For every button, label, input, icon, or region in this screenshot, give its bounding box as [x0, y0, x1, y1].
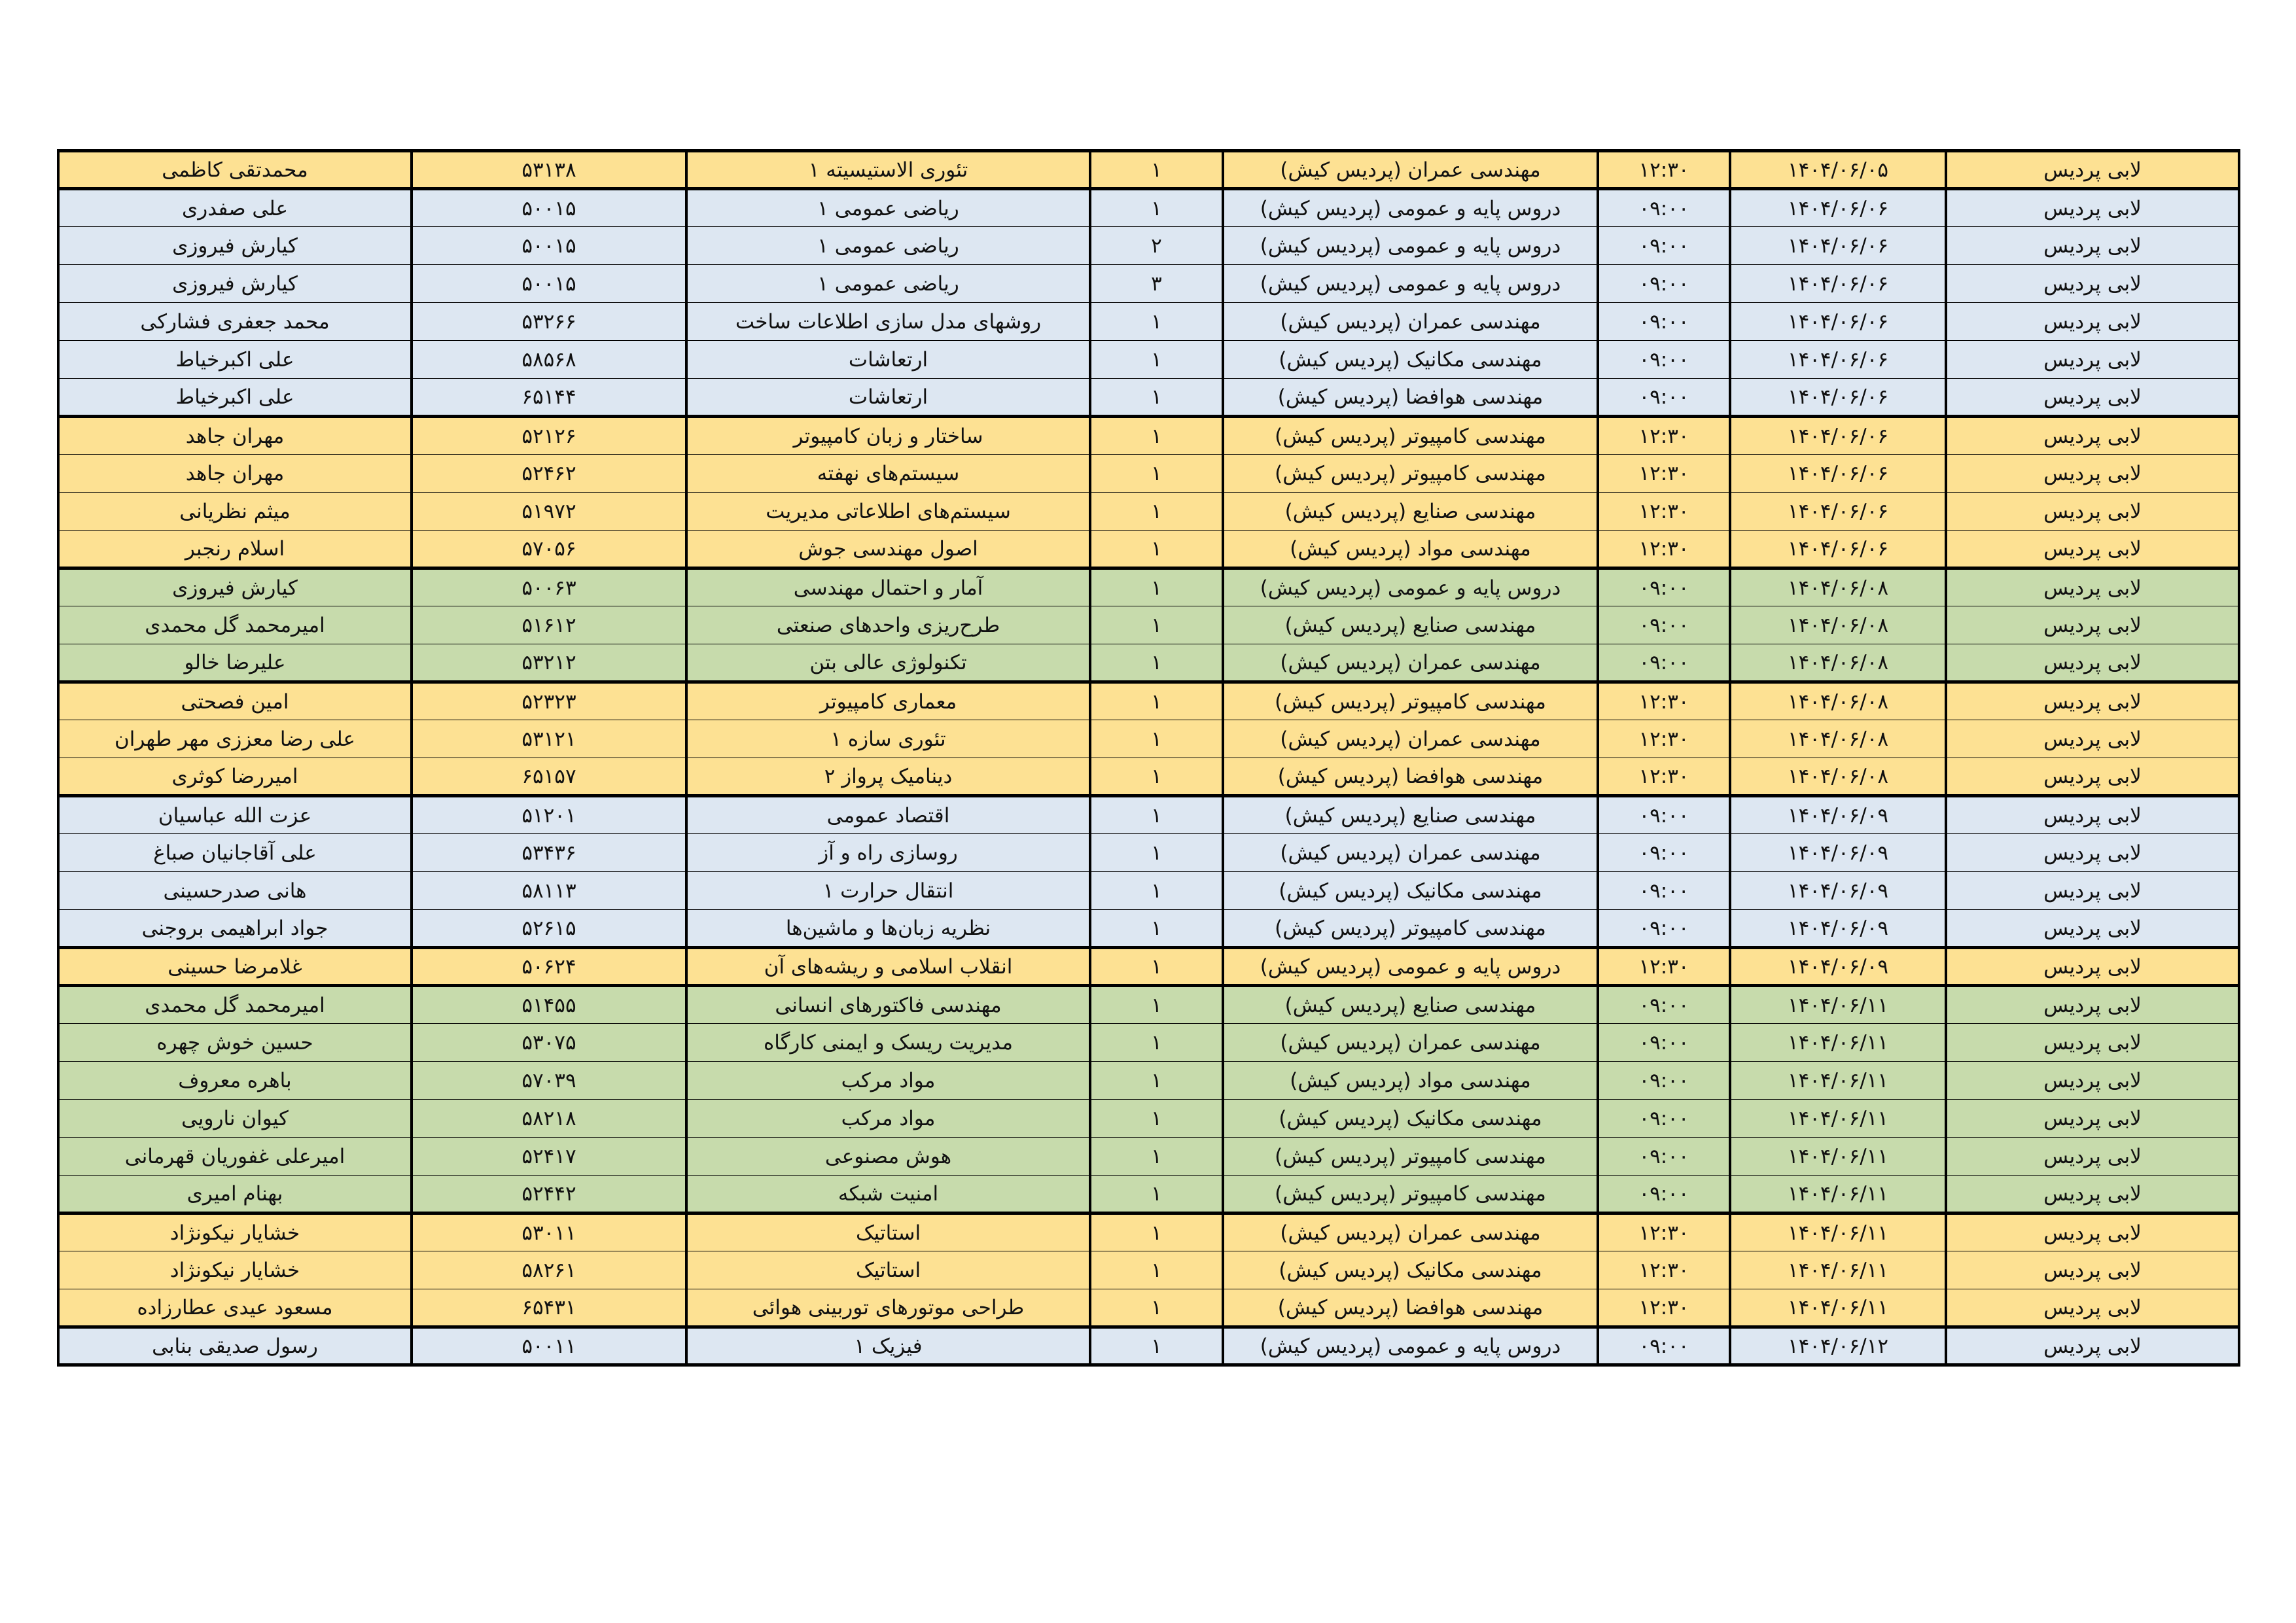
- course-code-cell: ۵۷۰۳۹: [412, 1062, 686, 1100]
- exam-date-cell: ۱۴۰۴/۰۶/۰۸: [1730, 682, 1946, 720]
- department-cell: مهندسی کامپیوتر (پردیس کیش): [1223, 910, 1598, 948]
- department-cell: مهندسی هوافضا (پردیس کیش): [1223, 1289, 1598, 1327]
- professor-cell: اسلام رنجبر: [58, 531, 412, 568]
- exam-date-cell: ۱۴۰۴/۰۶/۱۱: [1730, 1213, 1946, 1251]
- location-cell: لابی پردیس: [1946, 1289, 2239, 1327]
- table-row: [58, 834, 2239, 872]
- exam-date-cell: ۱۴۰۴/۰۶/۱۱: [1730, 1062, 1946, 1100]
- table-row: [58, 379, 2239, 417]
- exam-time-cell: ۰۹:۰۰: [1598, 872, 1730, 910]
- course-title-cell: تکنولوژی عالی بتن: [686, 644, 1090, 682]
- section-cell: ۱: [1090, 303, 1223, 341]
- course-code-cell: ۵۸۲۶۱: [412, 1251, 686, 1289]
- exam-time-cell: ۱۲:۳۰: [1598, 151, 1730, 189]
- course-code-cell: ۵۸۱۱۳: [412, 872, 686, 910]
- exam-date-cell: ۱۴۰۴/۰۶/۰۵: [1730, 151, 1946, 189]
- location-cell: لابی پردیس: [1946, 1062, 2239, 1100]
- table-row: [58, 189, 2239, 227]
- course-code-cell: ۵۲۴۴۲: [412, 1176, 686, 1213]
- course-code-cell: ۵۲۳۲۳: [412, 682, 686, 720]
- table-row: [58, 1100, 2239, 1138]
- course-title-cell: ساختار و زبان کامپیوتر: [686, 417, 1090, 455]
- exam-date-cell: ۱۴۰۴/۰۶/۱۱: [1730, 1024, 1946, 1062]
- table-row: [58, 151, 2239, 189]
- exam-date-cell: ۱۴۰۴/۰۶/۰۶: [1730, 455, 1946, 493]
- section-cell: ۳: [1090, 265, 1223, 303]
- section-cell: ۱: [1090, 568, 1223, 606]
- department-cell: مهندسی صنایع (پردیس کیش): [1223, 493, 1598, 531]
- table-row: [58, 948, 2239, 986]
- course-code-cell: ۵۰۰۱۵: [412, 265, 686, 303]
- location-cell: لابی پردیس: [1946, 1176, 2239, 1213]
- professor-cell: امیرمحمد گل محمدی: [58, 986, 412, 1024]
- exam-date-cell: ۱۴۰۴/۰۶/۰۶: [1730, 379, 1946, 417]
- course-title-cell: نظریه زبان‌ها و ماشین‌ها: [686, 910, 1090, 948]
- course-title-cell: طراحی موتورهای توربینی هوائی: [686, 1289, 1090, 1327]
- table-row: [58, 1138, 2239, 1176]
- professor-cell: غلامرضا حسینی: [58, 948, 412, 986]
- department-cell: مهندسی کامپیوتر (پردیس کیش): [1223, 1176, 1598, 1213]
- section-cell: ۱: [1090, 417, 1223, 455]
- course-code-cell: ۵۰۶۲۴: [412, 948, 686, 986]
- exam-time-cell: ۰۹:۰۰: [1598, 189, 1730, 227]
- department-cell: مهندسی کامپیوتر (پردیس کیش): [1223, 1138, 1598, 1176]
- exam-time-cell: ۱۲:۳۰: [1598, 1213, 1730, 1251]
- table-row: [58, 1062, 2239, 1100]
- course-title-cell: تئوری الاستیسیته ۱: [686, 151, 1090, 189]
- professor-cell: جواد ابراهیمی بروجنی: [58, 910, 412, 948]
- professor-cell: بهنام امیری: [58, 1176, 412, 1213]
- professor-cell: رسول صدیقی بنابی: [58, 1327, 412, 1365]
- course-title-cell: سیستم‌های اطلاعاتی مدیریت: [686, 493, 1090, 531]
- location-cell: لابی پردیس: [1946, 796, 2239, 834]
- exam-date-cell: ۱۴۰۴/۰۶/۰۶: [1730, 303, 1946, 341]
- table-row: [58, 796, 2239, 834]
- table-row: [58, 493, 2239, 531]
- professor-cell: میثم نظریانی: [58, 493, 412, 531]
- section-cell: ۱: [1090, 720, 1223, 758]
- course-title-cell: انتقال حرارت ۱: [686, 872, 1090, 910]
- professor-cell: مهران جاهد: [58, 455, 412, 493]
- professor-cell: محمد جعفری فشارکی: [58, 303, 412, 341]
- department-cell: دروس پایه و عمومی (پردیس کیش): [1223, 948, 1598, 986]
- department-cell: دروس پایه و عمومی (پردیس کیش): [1223, 265, 1598, 303]
- professor-cell: مهران جاهد: [58, 417, 412, 455]
- exam-date-cell: ۱۴۰۴/۰۶/۰۹: [1730, 872, 1946, 910]
- location-cell: لابی پردیس: [1946, 1138, 2239, 1176]
- exam-time-cell: ۱۲:۳۰: [1598, 720, 1730, 758]
- course-code-cell: ۵۲۶۱۵: [412, 910, 686, 948]
- exam-schedule-body: [58, 151, 2239, 1365]
- exam-date-cell: ۱۴۰۴/۰۶/۱۱: [1730, 1251, 1946, 1289]
- course-code-cell: ۵۳۱۲۱: [412, 720, 686, 758]
- exam-date-cell: ۱۴۰۴/۰۶/۰۸: [1730, 758, 1946, 796]
- course-title-cell: ارتعاشات: [686, 379, 1090, 417]
- department-cell: مهندسی هوافضا (پردیس کیش): [1223, 379, 1598, 417]
- department-cell: مهندسی عمران (پردیس کیش): [1223, 303, 1598, 341]
- exam-time-cell: ۰۹:۰۰: [1598, 834, 1730, 872]
- course-code-cell: ۵۳۰۷۵: [412, 1024, 686, 1062]
- course-code-cell: ۵۷۰۵۶: [412, 531, 686, 568]
- course-title-cell: ارتعاشات: [686, 341, 1090, 379]
- course-title-cell: مواد مرکب: [686, 1062, 1090, 1100]
- course-title-cell: انقلاب اسلامی و ریشه‌های آن: [686, 948, 1090, 986]
- section-cell: ۱: [1090, 341, 1223, 379]
- section-cell: ۱: [1090, 1289, 1223, 1327]
- course-code-cell: ۶۵۱۵۷: [412, 758, 686, 796]
- location-cell: لابی پردیس: [1946, 834, 2239, 872]
- course-code-cell: ۶۵۱۴۴: [412, 379, 686, 417]
- exam-date-cell: ۱۴۰۴/۰۶/۰۸: [1730, 568, 1946, 606]
- exam-date-cell: ۱۴۰۴/۰۶/۱۱: [1730, 1289, 1946, 1327]
- course-code-cell: ۵۰۰۱۵: [412, 227, 686, 265]
- table-row: [58, 1176, 2239, 1213]
- table-row: [58, 265, 2239, 303]
- course-code-cell: ۵۳۲۶۶: [412, 303, 686, 341]
- table-row: [58, 644, 2239, 682]
- section-cell: ۱: [1090, 910, 1223, 948]
- location-cell: لابی پردیس: [1946, 493, 2239, 531]
- course-title-cell: آمار و احتمال مهندسی: [686, 568, 1090, 606]
- professor-cell: کیارش فیروزی: [58, 265, 412, 303]
- section-cell: ۱: [1090, 948, 1223, 986]
- table-row: [58, 606, 2239, 644]
- section-cell: ۱: [1090, 455, 1223, 493]
- section-cell: ۱: [1090, 379, 1223, 417]
- location-cell: لابی پردیس: [1946, 189, 2239, 227]
- exam-date-cell: ۱۴۰۴/۰۶/۰۶: [1730, 341, 1946, 379]
- section-cell: ۱: [1090, 1251, 1223, 1289]
- exam-date-cell: ۱۴۰۴/۰۶/۰۶: [1730, 189, 1946, 227]
- department-cell: دروس پایه و عمومی (پردیس کیش): [1223, 227, 1598, 265]
- section-cell: ۱: [1090, 1327, 1223, 1365]
- department-cell: مهندسی مکانیک (پردیس کیش): [1223, 872, 1598, 910]
- exam-date-cell: ۱۴۰۴/۰۶/۱۱: [1730, 1138, 1946, 1176]
- course-title-cell: ریاضی عمومی ۱: [686, 189, 1090, 227]
- location-cell: لابی پردیس: [1946, 758, 2239, 796]
- professor-cell: علی اکبرخیاط: [58, 341, 412, 379]
- exam-date-cell: ۱۴۰۴/۰۶/۰۸: [1730, 644, 1946, 682]
- section-cell: ۱: [1090, 986, 1223, 1024]
- course-code-cell: ۵۱۹۷۲: [412, 493, 686, 531]
- professor-cell: علیرضا خالو: [58, 644, 412, 682]
- professor-cell: خشایار نیکونژاد: [58, 1251, 412, 1289]
- section-cell: ۱: [1090, 493, 1223, 531]
- section-cell: ۱: [1090, 151, 1223, 189]
- location-cell: لابی پردیس: [1946, 1213, 2239, 1251]
- department-cell: مهندسی مکانیک (پردیس کیش): [1223, 1100, 1598, 1138]
- course-title-cell: معماری کامپیوتر: [686, 682, 1090, 720]
- professor-cell: محمدتقی کاظمی: [58, 151, 412, 189]
- course-title-cell: مواد مرکب: [686, 1100, 1090, 1138]
- table-row: [58, 531, 2239, 568]
- exam-time-cell: ۱۲:۳۰: [1598, 455, 1730, 493]
- exam-time-cell: ۰۹:۰۰: [1598, 227, 1730, 265]
- course-code-cell: ۵۳۴۳۶: [412, 834, 686, 872]
- location-cell: لابی پردیس: [1946, 1100, 2239, 1138]
- table-row: [58, 417, 2239, 455]
- department-cell: مهندسی صنایع (پردیس کیش): [1223, 796, 1598, 834]
- course-code-cell: ۵۰۰۱۱: [412, 1327, 686, 1365]
- exam-date-cell: ۱۴۰۴/۰۶/۰۹: [1730, 834, 1946, 872]
- exam-time-cell: ۱۲:۳۰: [1598, 1251, 1730, 1289]
- table-row: [58, 682, 2239, 720]
- course-title-cell: امنیت شبکه: [686, 1176, 1090, 1213]
- table-row: [58, 455, 2239, 493]
- location-cell: لابی پردیس: [1946, 1327, 2239, 1365]
- location-cell: لابی پردیس: [1946, 1251, 2239, 1289]
- course-code-cell: ۵۱۴۵۵: [412, 986, 686, 1024]
- professor-cell: باهره معروف: [58, 1062, 412, 1100]
- exam-time-cell: ۰۹:۰۰: [1598, 644, 1730, 682]
- table-row: [58, 1024, 2239, 1062]
- course-title-cell: فیزیک ۱: [686, 1327, 1090, 1365]
- course-title-cell: اصول مهندسی جوش: [686, 531, 1090, 568]
- table-row: [58, 872, 2239, 910]
- exam-time-cell: ۱۲:۳۰: [1598, 531, 1730, 568]
- professor-cell: مسعود عیدی عطارزاده: [58, 1289, 412, 1327]
- course-title-cell: روشهای مدل سازی اطلاعات ساخت: [686, 303, 1090, 341]
- exam-date-cell: ۱۴۰۴/۰۶/۰۶: [1730, 531, 1946, 568]
- professor-cell: علی صفدری: [58, 189, 412, 227]
- course-title-cell: طرح‌ریزی واحدهای صنعتی: [686, 606, 1090, 644]
- professor-cell: امیررضا کوثری: [58, 758, 412, 796]
- course-code-cell: ۵۲۱۲۶: [412, 417, 686, 455]
- exam-date-cell: ۱۴۰۴/۰۶/۱۱: [1730, 1100, 1946, 1138]
- course-title-cell: استاتیک: [686, 1251, 1090, 1289]
- exam-date-cell: ۱۴۰۴/۰۶/۰۸: [1730, 606, 1946, 644]
- table-row: [58, 720, 2239, 758]
- location-cell: لابی پردیس: [1946, 303, 2239, 341]
- course-code-cell: ۵۳۰۱۱: [412, 1213, 686, 1251]
- course-title-cell: مهندسی فاکتورهای انسانی: [686, 986, 1090, 1024]
- professor-cell: امیرعلی غفوریان قهرمانی: [58, 1138, 412, 1176]
- course-title-cell: دینامیک پرواز ۲: [686, 758, 1090, 796]
- exam-date-cell: ۱۴۰۴/۰۶/۰۹: [1730, 796, 1946, 834]
- course-title-cell: مدیریت ریسک و ایمنی کارگاه: [686, 1024, 1090, 1062]
- department-cell: مهندسی کامپیوتر (پردیس کیش): [1223, 455, 1598, 493]
- department-cell: مهندسی مواد (پردیس کیش): [1223, 531, 1598, 568]
- exam-time-cell: ۰۹:۰۰: [1598, 1176, 1730, 1213]
- table-row: [58, 1289, 2239, 1327]
- professor-cell: کیارش فیروزی: [58, 227, 412, 265]
- location-cell: لابی پردیس: [1946, 227, 2239, 265]
- course-code-cell: ۵۲۴۱۷: [412, 1138, 686, 1176]
- table-row: [58, 1251, 2239, 1289]
- course-title-cell: سیستم‌های نهفته: [686, 455, 1090, 493]
- department-cell: دروس پایه و عمومی (پردیس کیش): [1223, 568, 1598, 606]
- exam-date-cell: ۱۴۰۴/۰۶/۰۸: [1730, 720, 1946, 758]
- professor-cell: خشایار نیکونژاد: [58, 1213, 412, 1251]
- course-title-cell: ریاضی عمومی ۱: [686, 265, 1090, 303]
- location-cell: لابی پردیس: [1946, 1024, 2239, 1062]
- exam-time-cell: ۱۲:۳۰: [1598, 948, 1730, 986]
- course-code-cell: ۵۸۲۱۸: [412, 1100, 686, 1138]
- professor-cell: امین فصحتی: [58, 682, 412, 720]
- table-row: [58, 758, 2239, 796]
- exam-time-cell: ۰۹:۰۰: [1598, 1138, 1730, 1176]
- section-cell: ۱: [1090, 1213, 1223, 1251]
- exam-time-cell: ۰۹:۰۰: [1598, 1062, 1730, 1100]
- exam-time-cell: ۱۲:۳۰: [1598, 1289, 1730, 1327]
- course-title-cell: روسازی راه و آز: [686, 834, 1090, 872]
- course-title-cell: تئوری سازه ۱: [686, 720, 1090, 758]
- exam-time-cell: ۱۲:۳۰: [1598, 493, 1730, 531]
- course-code-cell: ۵۳۲۱۲: [412, 644, 686, 682]
- course-title-cell: استاتیک: [686, 1213, 1090, 1251]
- table-row: [58, 986, 2239, 1024]
- location-cell: لابی پردیس: [1946, 151, 2239, 189]
- exam-time-cell: ۰۹:۰۰: [1598, 568, 1730, 606]
- exam-date-cell: ۱۴۰۴/۰۶/۰۹: [1730, 910, 1946, 948]
- department-cell: مهندسی کامپیوتر (پردیس کیش): [1223, 682, 1598, 720]
- department-cell: مهندسی عمران (پردیس کیش): [1223, 1213, 1598, 1251]
- exam-date-cell: ۱۴۰۴/۰۶/۰۶: [1730, 227, 1946, 265]
- department-cell: مهندسی عمران (پردیس کیش): [1223, 720, 1598, 758]
- course-title-cell: هوش مصنوعی: [686, 1138, 1090, 1176]
- professor-cell: علی اکبرخیاط: [58, 379, 412, 417]
- section-cell: ۱: [1090, 682, 1223, 720]
- table-row: [58, 227, 2239, 265]
- exam-date-cell: ۱۴۰۴/۰۶/۰۹: [1730, 948, 1946, 986]
- location-cell: لابی پردیس: [1946, 872, 2239, 910]
- section-cell: ۱: [1090, 834, 1223, 872]
- professor-cell: حسین خوش چهره: [58, 1024, 412, 1062]
- section-cell: ۱: [1090, 644, 1223, 682]
- location-cell: لابی پردیس: [1946, 568, 2239, 606]
- department-cell: مهندسی عمران (پردیس کیش): [1223, 834, 1598, 872]
- location-cell: لابی پردیس: [1946, 455, 2239, 493]
- exam-schedule-table: [57, 149, 2240, 1367]
- course-title-cell: ریاضی عمومی ۱: [686, 227, 1090, 265]
- course-code-cell: ۵۲۴۶۲: [412, 455, 686, 493]
- location-cell: لابی پردیس: [1946, 986, 2239, 1024]
- exam-time-cell: ۰۹:۰۰: [1598, 379, 1730, 417]
- exam-date-cell: ۱۴۰۴/۰۶/۱۱: [1730, 1176, 1946, 1213]
- section-cell: ۱: [1090, 189, 1223, 227]
- exam-date-cell: ۱۴۰۴/۰۶/۰۶: [1730, 417, 1946, 455]
- course-code-cell: ۶۵۴۳۱: [412, 1289, 686, 1327]
- professor-cell: کیوان نارویی: [58, 1100, 412, 1138]
- exam-time-cell: ۱۲:۳۰: [1598, 682, 1730, 720]
- location-cell: لابی پردیس: [1946, 644, 2239, 682]
- location-cell: لابی پردیس: [1946, 948, 2239, 986]
- section-cell: ۱: [1090, 1176, 1223, 1213]
- department-cell: دروس پایه و عمومی (پردیس کیش): [1223, 189, 1598, 227]
- exam-time-cell: ۰۹:۰۰: [1598, 265, 1730, 303]
- section-cell: ۱: [1090, 796, 1223, 834]
- professor-cell: علی آقاجانیان صباغ: [58, 834, 412, 872]
- professor-cell: عزت الله عباسیان: [58, 796, 412, 834]
- section-cell: ۱: [1090, 606, 1223, 644]
- course-code-cell: ۵۰۰۶۳: [412, 568, 686, 606]
- location-cell: لابی پردیس: [1946, 379, 2239, 417]
- course-code-cell: ۵۰۰۱۵: [412, 189, 686, 227]
- location-cell: لابی پردیس: [1946, 417, 2239, 455]
- department-cell: مهندسی مکانیک (پردیس کیش): [1223, 341, 1598, 379]
- section-cell: ۱: [1090, 758, 1223, 796]
- location-cell: لابی پردیس: [1946, 531, 2239, 568]
- exam-time-cell: ۰۹:۰۰: [1598, 341, 1730, 379]
- course-title-cell: اقتصاد عمومی: [686, 796, 1090, 834]
- exam-time-cell: ۰۹:۰۰: [1598, 303, 1730, 341]
- location-cell: لابی پردیس: [1946, 682, 2239, 720]
- exam-date-cell: ۱۴۰۴/۰۶/۰۶: [1730, 265, 1946, 303]
- table-row: [58, 1213, 2239, 1251]
- exam-date-cell: ۱۴۰۴/۰۶/۱۲: [1730, 1327, 1946, 1365]
- exam-time-cell: ۰۹:۰۰: [1598, 1327, 1730, 1365]
- exam-time-cell: ۰۹:۰۰: [1598, 910, 1730, 948]
- course-code-cell: ۵۱۶۱۲: [412, 606, 686, 644]
- exam-time-cell: ۰۹:۰۰: [1598, 986, 1730, 1024]
- professor-cell: امیرمحمد گل محمدی: [58, 606, 412, 644]
- department-cell: مهندسی عمران (پردیس کیش): [1223, 151, 1598, 189]
- exam-date-cell: ۱۴۰۴/۰۶/۰۶: [1730, 493, 1946, 531]
- exam-date-cell: ۱۴۰۴/۰۶/۱۱: [1730, 986, 1946, 1024]
- section-cell: ۱: [1090, 1062, 1223, 1100]
- location-cell: لابی پردیس: [1946, 341, 2239, 379]
- section-cell: ۱: [1090, 872, 1223, 910]
- department-cell: مهندسی عمران (پردیس کیش): [1223, 644, 1598, 682]
- professor-cell: هانی صدرحسینی: [58, 872, 412, 910]
- course-code-cell: ۵۸۵۶۸: [412, 341, 686, 379]
- professor-cell: علی رضا معززی مهر طهران: [58, 720, 412, 758]
- table-row: [58, 303, 2239, 341]
- exam-time-cell: ۰۹:۰۰: [1598, 606, 1730, 644]
- department-cell: مهندسی صنایع (پردیس کیش): [1223, 606, 1598, 644]
- department-cell: مهندسی صنایع (پردیس کیش): [1223, 986, 1598, 1024]
- exam-time-cell: ۰۹:۰۰: [1598, 796, 1730, 834]
- table-row: [58, 341, 2239, 379]
- exam-time-cell: ۰۹:۰۰: [1598, 1024, 1730, 1062]
- location-cell: لابی پردیس: [1946, 720, 2239, 758]
- exam-time-cell: ۱۲:۳۰: [1598, 758, 1730, 796]
- location-cell: لابی پردیس: [1946, 910, 2239, 948]
- location-cell: لابی پردیس: [1946, 606, 2239, 644]
- department-cell: دروس پایه و عمومی (پردیس کیش): [1223, 1327, 1598, 1365]
- professor-cell: کیارش فیروزی: [58, 568, 412, 606]
- department-cell: مهندسی مواد (پردیس کیش): [1223, 1062, 1598, 1100]
- department-cell: مهندسی مکانیک (پردیس کیش): [1223, 1251, 1598, 1289]
- course-code-cell: ۵۳۱۳۸: [412, 151, 686, 189]
- department-cell: مهندسی هوافضا (پردیس کیش): [1223, 758, 1598, 796]
- section-cell: ۱: [1090, 1100, 1223, 1138]
- section-cell: ۲: [1090, 227, 1223, 265]
- exam-time-cell: ۱۲:۳۰: [1598, 417, 1730, 455]
- course-code-cell: ۵۱۲۰۱: [412, 796, 686, 834]
- location-cell: لابی پردیس: [1946, 265, 2239, 303]
- section-cell: ۱: [1090, 531, 1223, 568]
- table-row: [58, 568, 2239, 606]
- exam-time-cell: ۰۹:۰۰: [1598, 1100, 1730, 1138]
- table-row: [58, 1327, 2239, 1365]
- table-row: [58, 910, 2239, 948]
- section-cell: ۱: [1090, 1024, 1223, 1062]
- section-cell: ۱: [1090, 1138, 1223, 1176]
- department-cell: مهندسی کامپیوتر (پردیس کیش): [1223, 417, 1598, 455]
- department-cell: مهندسی عمران (پردیس کیش): [1223, 1024, 1598, 1062]
